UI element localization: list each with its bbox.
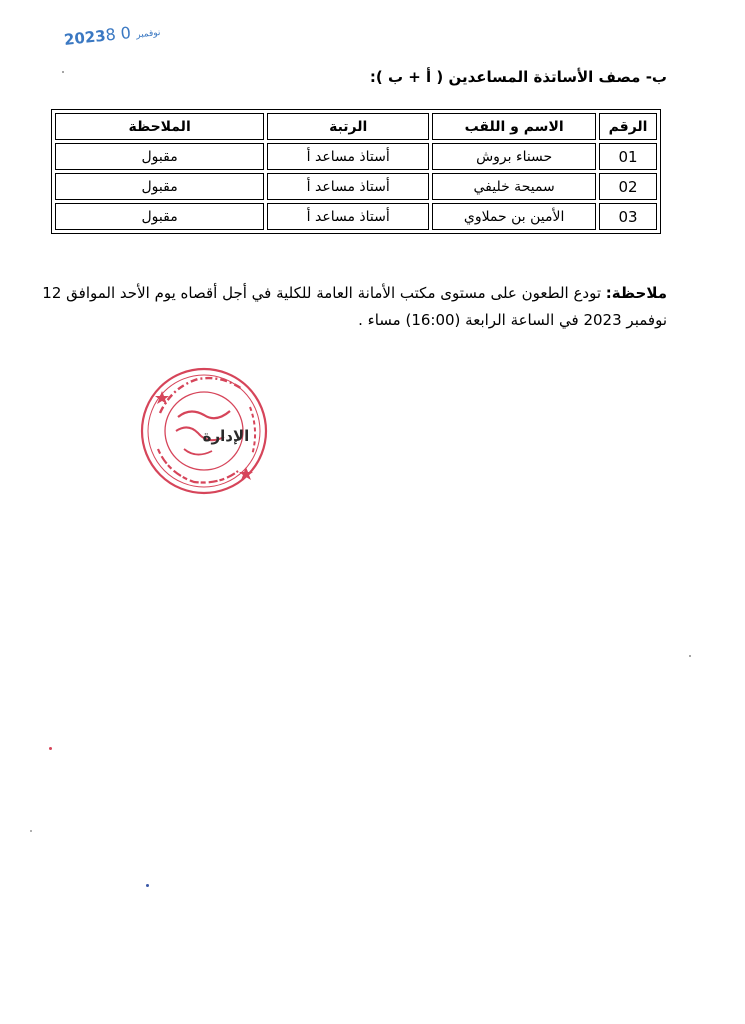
table-row: [55, 203, 657, 230]
seal-label: الإدارة: [202, 427, 250, 445]
date-stamp: [63, 19, 167, 49]
cell-note: مقبول: [55, 203, 264, 230]
table-row: [55, 173, 657, 200]
cell-num: 03: [599, 203, 657, 230]
note-label: ملاحظة:: [605, 284, 667, 302]
seal-star-icon: [155, 391, 169, 404]
cell-num: 01: [599, 143, 657, 170]
cell-name: سميحة خليفي: [432, 173, 596, 200]
cell-rank: أستاذ مساعد أ: [267, 173, 429, 200]
cell-num: 02: [599, 173, 657, 200]
table-header-row: [55, 113, 657, 140]
seal-signature-stroke: [178, 411, 230, 418]
cell-name: الأمين بن حملاوي: [432, 203, 596, 230]
header-num: الرقم: [599, 113, 657, 140]
note-text: تودع الطعون على مستوى مكتب الأمانة العامة للكلية في أجل أقصاه يوم الأحد الموافق 12 نوفمبر 2023 في الساعة الرابعة (16:00) مساء .: [42, 284, 667, 329]
scan-speck: [30, 830, 32, 832]
header-rank: الرتبة: [267, 113, 429, 140]
date-stamp-year: 2023: [63, 26, 107, 49]
scan-speck: [146, 884, 149, 887]
results-table: [51, 109, 661, 234]
cell-rank: أستاذ مساعد أ: [267, 143, 429, 170]
date-stamp-month: نوفمبر: [135, 27, 161, 41]
section-title: ب- مصف الأساتذة المساعدين ( أ + ب ):: [369, 68, 667, 86]
scan-speck: [62, 71, 64, 73]
administration-seal: [138, 365, 270, 497]
header-name: الاسم و اللقب: [432, 113, 596, 140]
date-stamp-day: 0 8: [104, 23, 132, 45]
appeal-note: [40, 280, 667, 334]
scan-speck: [689, 655, 691, 657]
cell-rank: أستاذ مساعد أ: [267, 203, 429, 230]
cell-note: مقبول: [55, 173, 264, 200]
table-row: [55, 143, 657, 170]
cell-name: حسناء بروش: [432, 143, 596, 170]
seal-ring-script: [250, 407, 255, 455]
header-note: الملاحظة: [55, 113, 264, 140]
scan-speck: [49, 747, 52, 750]
cell-note: مقبول: [55, 143, 264, 170]
seal-signature-stroke: [184, 449, 212, 455]
